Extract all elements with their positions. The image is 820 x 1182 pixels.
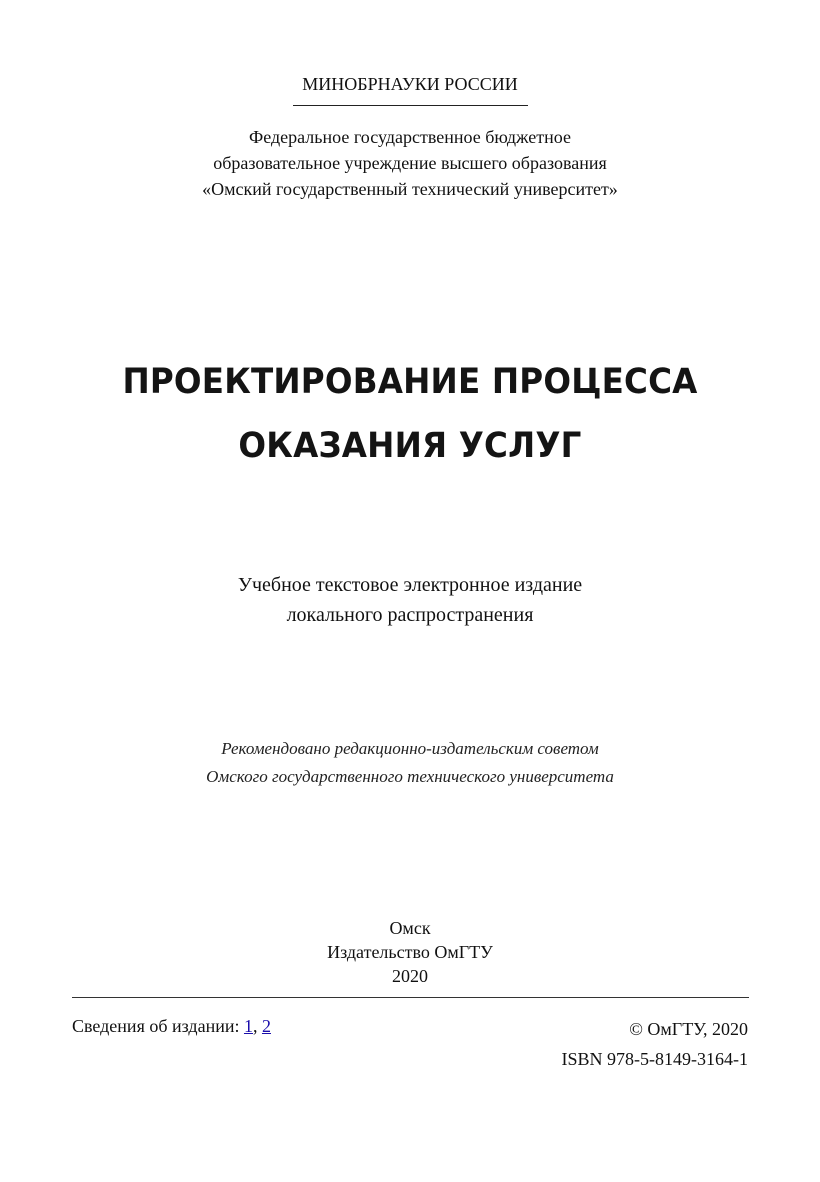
ministry-name	[0, 72, 820, 96]
copyright-notice: © ОмГТУ, 2020	[629, 1019, 748, 1039]
document-title	[29, 350, 792, 478]
ministry-divider	[293, 105, 528, 106]
imprint-year: 2020	[392, 966, 428, 986]
edition-info-separator: ,	[252, 1016, 258, 1036]
isbn-number: ISBN 978-5-8149-3164-1	[561, 1049, 748, 1069]
recommendation-note	[0, 735, 820, 791]
edition-info-label: Сведения об издании:	[72, 1016, 240, 1036]
recommendation-line-2: Омского государственного технического университета	[206, 767, 614, 786]
ministry-text: МИНОБРНАУКИ РОССИИ	[302, 74, 518, 94]
imprint-city: Омск	[389, 918, 431, 938]
title-line-2: ОКАЗАНИЯ УСЛУГ	[238, 426, 582, 466]
institution-line-3: «Омский государственный технический университет»	[202, 179, 618, 199]
edition-info-link-2[interactable]: 2	[261, 1016, 271, 1036]
recommendation-line-1: Рекомендовано редакционно-издательским советом	[221, 739, 599, 758]
edition-info-link-1[interactable]: 1	[243, 1016, 253, 1036]
edition-info	[72, 1014, 271, 1038]
title-line-1: ПРОЕКТИРОВАНИЕ ПРОЦЕССА	[122, 362, 698, 402]
imprint-publisher: Издательство ОмГТУ	[327, 942, 493, 962]
institution-block	[0, 124, 820, 202]
imprint-block	[0, 916, 820, 988]
subtitle-line-2: локального распространения	[286, 604, 534, 626]
subtitle-line-1: Учебное текстовое электронное издание	[237, 574, 583, 596]
publication-ids	[562, 1014, 749, 1074]
institution-line-2: образовательное учреждение высшего образования	[213, 153, 607, 173]
institution-line-1: Федеральное государственное бюджетное	[249, 127, 571, 147]
footer-divider	[72, 997, 749, 998]
edition-type	[0, 570, 820, 630]
